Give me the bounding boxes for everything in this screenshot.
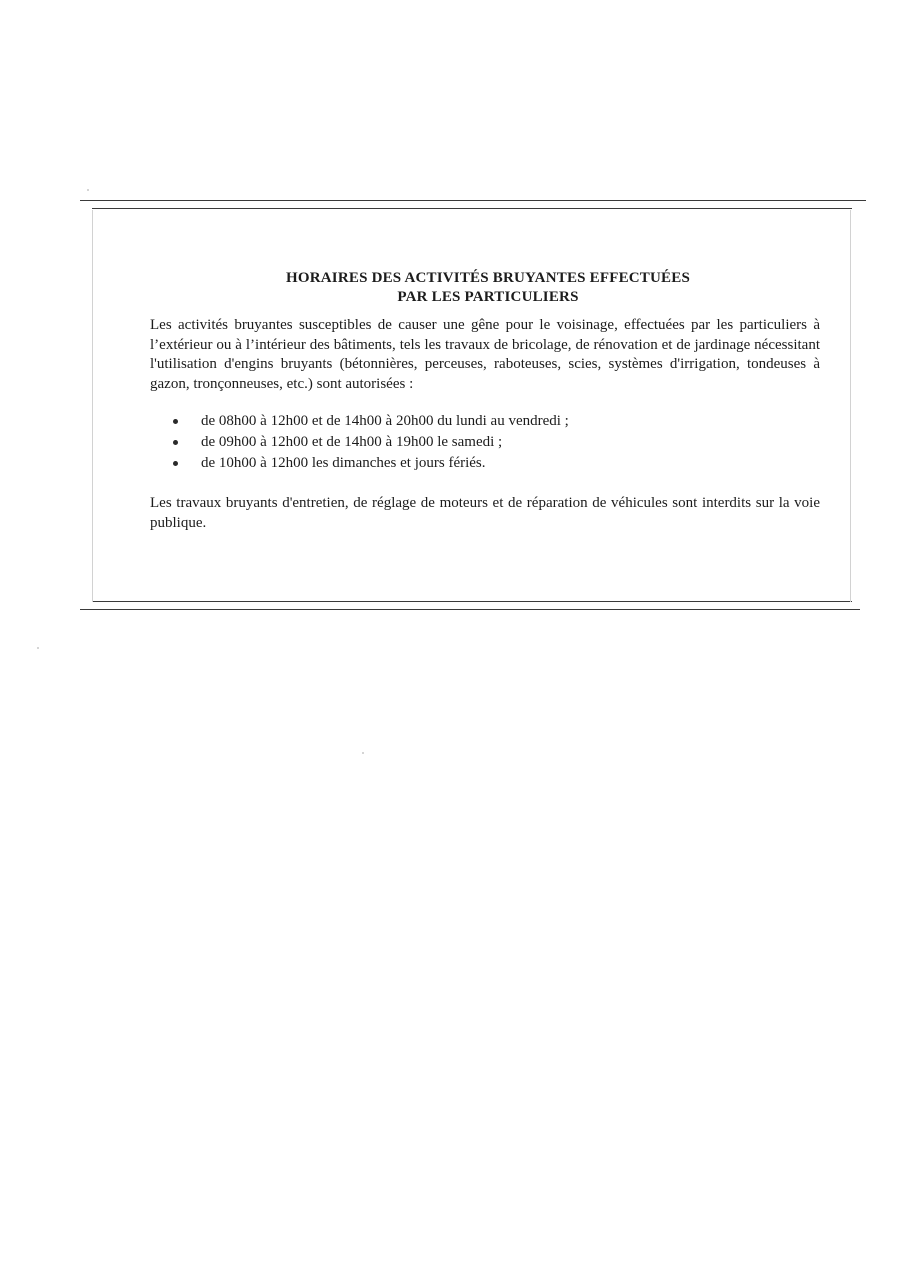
schedule-list <box>150 411 820 474</box>
schedule-item-saturday <box>150 432 820 453</box>
schedule-text: de 10h00 à 12h00 les dimanches et jours fériés. <box>201 455 486 471</box>
footer-paragraph: Les travaux bruyants d'entretien, de réglage de moteurs et de réparation de véhicules sont interdits sur la voie publique. <box>150 495 820 531</box>
schedule-text: de 08h00 à 12h00 et de 14h00 à 20h00 du lundi au vendredi ; <box>201 413 569 429</box>
noise-regulation-notice <box>93 210 850 600</box>
bullet-icon <box>173 461 178 466</box>
top-inner-rule <box>92 208 852 209</box>
scan-speck <box>362 752 364 754</box>
notice-title-line-2: PAR LES PARTICULIERS <box>397 289 579 306</box>
intro-paragraph: Les activités bruyantes susceptibles de causer une gêne pour le voisinage, effectuées par les particuliers à l’extérieur ou à l’intérieur des bâtiments, tels les travaux de bricolage, de rénovation et de jardinage nécessitant l'utilisation d'engins bruyants (bétonnières, perceuses, raboteuses, scies, systèmes d'irrigation, tondeuses à gazon, tronçonneuses, etc.) sont autorisées : <box>150 317 820 392</box>
schedule-text: de 09h00 à 12h00 et de 14h00 à 19h00 le samedi ; <box>201 434 503 450</box>
bullet-icon <box>173 440 178 445</box>
bottom-inner-rule <box>92 601 852 602</box>
schedule-item-weekdays <box>150 411 820 432</box>
notice-title <box>93 269 883 307</box>
bullet-icon <box>173 419 178 424</box>
notice-title-line-1: HORAIRES DES ACTIVITÉS BRUYANTES EFFECTUÉES <box>286 270 690 287</box>
bottom-border-rule <box>80 609 860 610</box>
schedule-item-sunday-holidays <box>150 453 820 474</box>
top-border-rule <box>80 200 866 201</box>
scan-speck <box>87 189 89 191</box>
scan-speck <box>37 647 39 649</box>
